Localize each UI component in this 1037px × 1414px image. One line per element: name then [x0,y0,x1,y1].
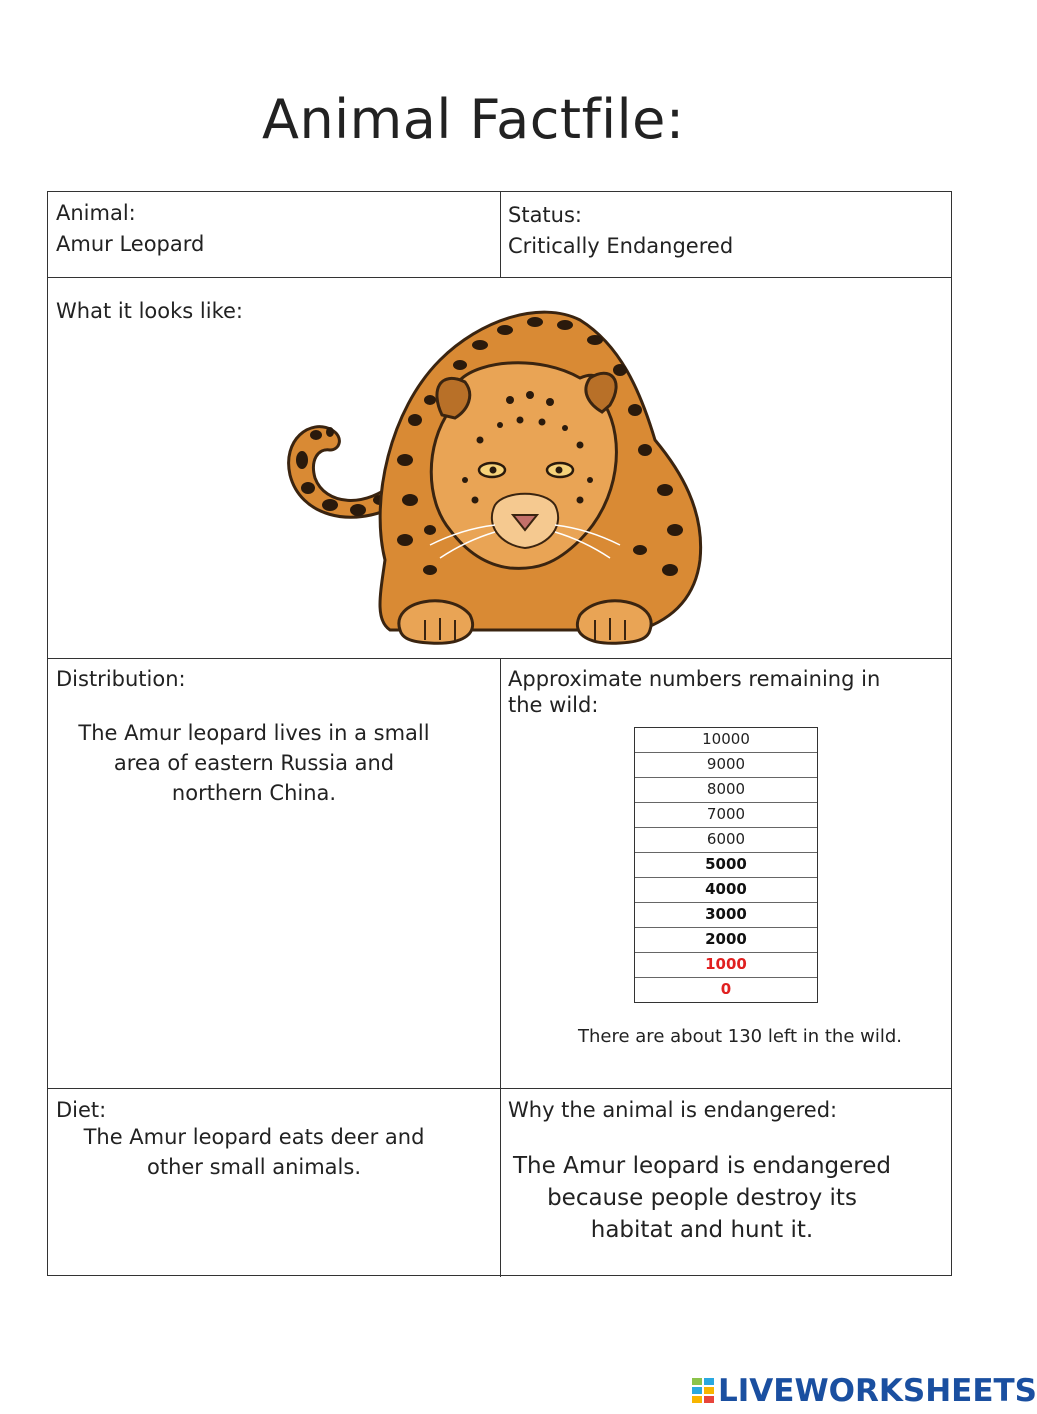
population-scale-row: 3000 [635,903,817,928]
population-scale-row: 9000 [635,753,817,778]
population-scale-row: 4000 [635,878,817,903]
leopard-illustration [280,300,720,645]
column-divider [500,658,501,1277]
brand-name: LIVEWORKSHEETS [718,1373,1037,1409]
diet-label: Diet: [56,1098,107,1122]
column-divider [500,192,501,278]
animal-label: Animal: [56,201,136,225]
endangered-text [502,1150,902,1246]
numbers-label-line: the wild: [508,693,599,717]
page-title: Animal Factfile: [262,88,685,151]
population-scale-row: 5000 [635,853,817,878]
distribution-label: Distribution: [56,667,186,691]
population-scale-row: 2000 [635,928,817,953]
brand-watermark [692,1373,1037,1409]
liveworksheets-logo-icon [692,1378,714,1404]
population-scale-row: 1000 [635,953,817,978]
population-scale-row: 8000 [635,778,817,803]
distribution-line: area of eastern Russia and [113,751,395,775]
endangered-line: habitat and hunt it. [590,1217,814,1243]
diet-line: The Amur leopard eats deer and [83,1125,425,1149]
population-scale-row: 7000 [635,803,817,828]
animal-value: Amur Leopard [56,232,205,256]
population-scale-row: 10000 [635,728,817,753]
distribution-line: northern China. [171,781,337,805]
numbers-label [508,666,880,718]
diet-line: other small animals. [146,1155,362,1179]
status-label: Status: [508,203,582,227]
endangered-label: Why the animal is endangered: [508,1098,838,1122]
endangered-line: because people destroy its [547,1185,857,1211]
distribution-line: The Amur leopard lives in a small [78,721,430,745]
population-scale-row: 6000 [635,828,817,853]
diet-text [70,1122,438,1182]
endangered-line: The Amur leopard is endangered [513,1153,891,1179]
population-note: There are about 130 left in the wild. [578,1026,902,1047]
status-value: Critically Endangered [508,234,734,258]
numbers-label-line: Approximate numbers remaining in [508,667,881,691]
looks-label: What it looks like: [56,299,243,323]
distribution-text [70,718,438,808]
population-scale-table [634,727,818,1003]
population-scale-row: 0 [720,980,732,998]
